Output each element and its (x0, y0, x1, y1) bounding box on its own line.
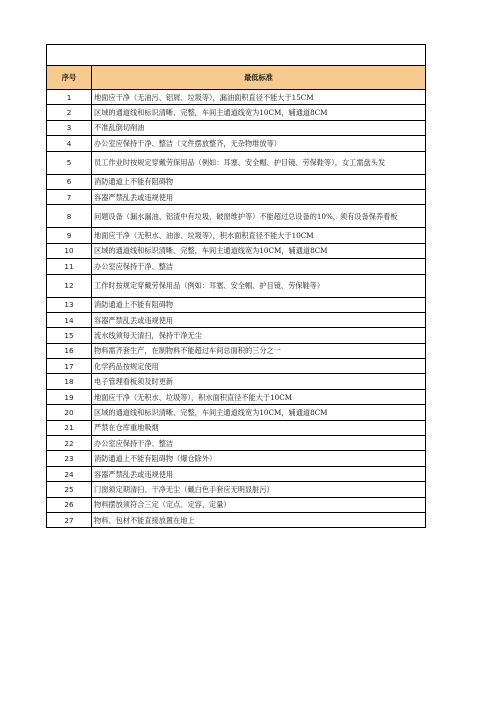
row-standard: 物料摆放须符合三定（定点、定容、定量） (92, 497, 426, 512)
table-row (47, 374, 426, 389)
row-standard: 区域的通道线和标识清晰、完整，车间主通道线宽为10CM，辅通道8CM (92, 243, 426, 258)
table-row (47, 90, 426, 105)
row-standard: 消防通道上不能有阻碍物（爆仓除外） (92, 451, 426, 466)
row-number: 6 (47, 174, 92, 189)
table-row (47, 389, 426, 404)
header-standard: 最低标准 (92, 66, 426, 90)
row-standard: 容器严禁乱丢或违规使用 (92, 466, 426, 481)
row-standard: 化学药品按规定使用 (92, 359, 426, 374)
table-row (47, 174, 426, 189)
table-row (47, 297, 426, 312)
table-row (47, 151, 426, 174)
row-number: 19 (47, 389, 92, 404)
row-standard: 门窗须定期清扫、干净无尘（戴白色手套应无明显脏污） (92, 482, 426, 497)
table-row (47, 312, 426, 327)
row-number: 15 (47, 328, 92, 343)
row-standard: 电子管理看板须及时更新 (92, 374, 426, 389)
row-number: 2 (47, 105, 92, 120)
row-standard: 消防通道上不能有阻碍物 (92, 297, 426, 312)
row-number: 10 (47, 243, 92, 258)
table-row (47, 451, 426, 466)
table-row (47, 105, 426, 120)
table-row (47, 189, 426, 204)
row-standard: 区域的通道线和标识清晰、完整，车间主通道线宽为10CM，辅通道8CM (92, 405, 426, 420)
table-row (47, 497, 426, 512)
table-row (47, 274, 426, 297)
table-row (47, 512, 426, 527)
row-number: 22 (47, 436, 92, 451)
table-row (47, 205, 426, 228)
row-number: 7 (47, 189, 92, 204)
row-standard: 地面应干净（无积水、垃圾等），积水面积直径不能大于10CM (92, 389, 426, 404)
table-row (47, 136, 426, 151)
row-number: 11 (47, 259, 92, 274)
row-standard: 地面应干净（无积水、油渗、垃圾等），积水面积直径不能大于10CM (92, 228, 426, 243)
table-row (47, 343, 426, 358)
standards-sheet (46, 44, 426, 528)
table-row (47, 259, 426, 274)
row-standard: 区域的通道线和标识清晰、完整，车间主通道线宽为10CM，辅通道8CM (92, 105, 426, 120)
row-number: 13 (47, 297, 92, 312)
table-row (47, 359, 426, 374)
row-standard: 流水线须每天清扫，保持干净无尘 (92, 328, 426, 343)
row-standard: 容器严禁乱丢或违规使用 (92, 189, 426, 204)
row-number: 16 (47, 343, 92, 358)
table-row (47, 405, 426, 420)
row-standard: 不准乱倒切削油 (92, 120, 426, 135)
table-row (47, 482, 426, 497)
table-row (47, 466, 426, 481)
row-number: 25 (47, 482, 92, 497)
row-number: 3 (47, 120, 92, 135)
row-number: 17 (47, 359, 92, 374)
table-row (47, 120, 426, 135)
row-number: 23 (47, 451, 92, 466)
row-number: 12 (47, 274, 92, 297)
row-standard: 办公室应保持干净、整洁 (92, 436, 426, 451)
row-standard: 办公室应保持干净、整洁 (92, 259, 426, 274)
standards-table (46, 65, 426, 528)
row-standard: 消防通道上不能有阻碍物 (92, 174, 426, 189)
row-number: 1 (47, 90, 92, 105)
table-body (47, 90, 426, 528)
row-number: 24 (47, 466, 92, 481)
table-row (47, 436, 426, 451)
row-standard: 工作时按规定穿戴劳保用品（例如：耳塞、安全帽、护目镜、劳保鞋等） (92, 274, 426, 297)
sheet-top-bar (46, 44, 426, 65)
table-row (47, 228, 426, 243)
header-no: 序号 (47, 66, 92, 90)
row-standard: 办公室应保持干净、整洁（文件摆放整齐，无杂物堆放等） (92, 136, 426, 151)
row-number: 21 (47, 420, 92, 435)
row-standard: 地面应干净（无油污、铝屑、垃圾等），漏油面积直径不能大于15CM (92, 90, 426, 105)
row-number: 26 (47, 497, 92, 512)
table-header-row (47, 66, 426, 90)
row-number: 27 (47, 512, 92, 527)
row-number: 20 (47, 405, 92, 420)
row-standard: 问题设备（漏水漏油、铝渣中有垃圾、破窗维护等）不能超过总设备的10%，须有设备保养看板 (92, 205, 426, 228)
row-number: 5 (47, 151, 92, 174)
table-row (47, 328, 426, 343)
row-number: 14 (47, 312, 92, 327)
row-number: 18 (47, 374, 92, 389)
row-number: 4 (47, 136, 92, 151)
table-row (47, 243, 426, 258)
row-standard: 物料、包材不能直接放置在地上 (92, 512, 426, 527)
row-number: 8 (47, 205, 92, 228)
row-standard: 严禁在仓库重地吸烟 (92, 420, 426, 435)
row-standard: 物料需齐套生产，在制物料不能超过车间总面积的三分之一 (92, 343, 426, 358)
row-standard: 容器严禁乱丢或违规使用 (92, 312, 426, 327)
table-row (47, 420, 426, 435)
row-number: 9 (47, 228, 92, 243)
row-standard: 员工作业时按规定穿戴劳保用品（例如：耳塞、安全帽、护目镜、劳保鞋等），女工需盘头发 (92, 151, 426, 174)
